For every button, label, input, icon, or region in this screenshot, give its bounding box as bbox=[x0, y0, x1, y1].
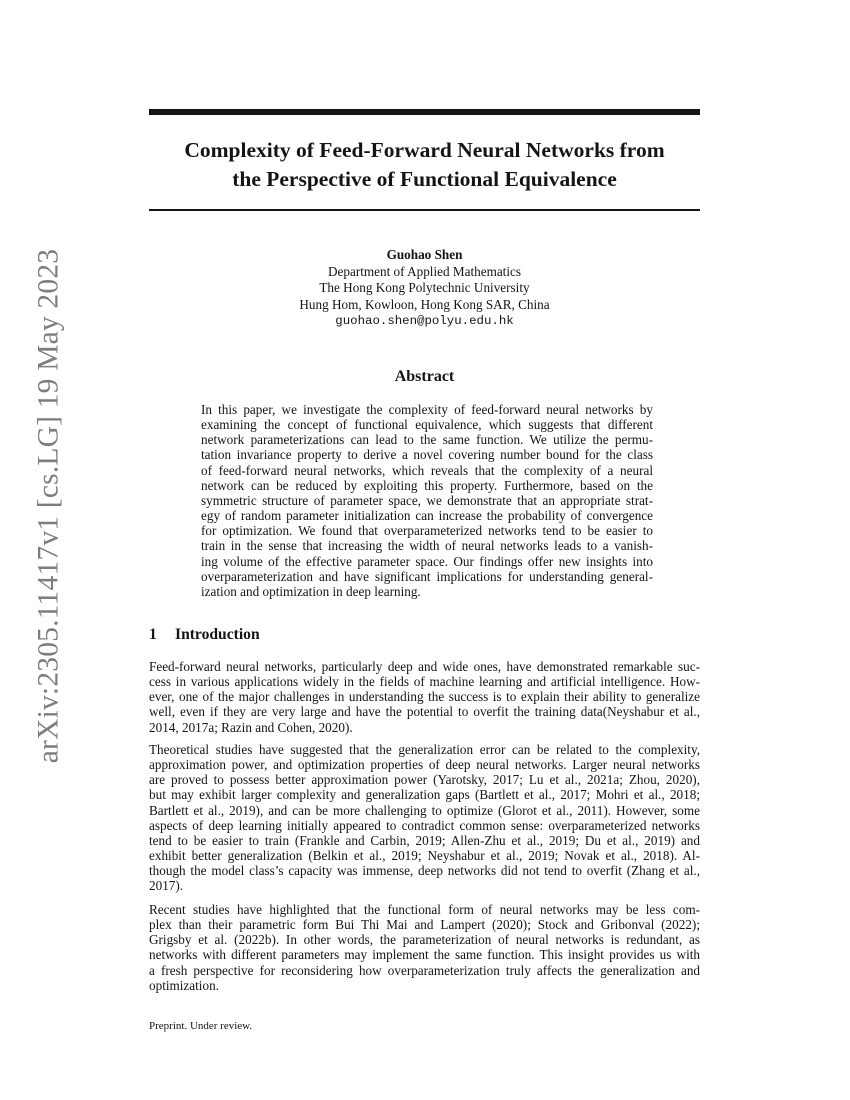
paragraph-line: a fresh perspective for reconsidering how overparameterization truly affects the generalization and bbox=[149, 962, 700, 978]
arxiv-side-identifier bbox=[32, 248, 65, 764]
title-rule-top bbox=[149, 109, 700, 115]
section-title: Introduction bbox=[175, 626, 260, 643]
abstract-line: train in the sense that increasing the width of neural networks leads to a vanish- bbox=[201, 538, 653, 554]
author-name: Guohao Shen bbox=[386, 247, 463, 262]
section-number: 1 bbox=[149, 626, 157, 643]
abstract-line: for optimization. We found that overparameterized networks tend to be easier to bbox=[201, 523, 653, 539]
abstract-heading: Abstract bbox=[394, 368, 455, 385]
paragraph-line: Feed-forward neural networks, particularly deep and wide ones, have demonstrated remarkable suc- bbox=[149, 659, 700, 674]
title-rule-bottom bbox=[149, 209, 700, 211]
abstract-line: In this paper, we investigate the complexity of feed-forward neural networks by bbox=[201, 402, 653, 417]
paragraph-line: 2017). bbox=[149, 878, 184, 894]
abstract-line: network parameterizations can lead to the same function. We utilize the permu- bbox=[201, 432, 653, 448]
abstract-line: network can be reduced by exploiting this property. Furthermore, based on the bbox=[201, 477, 653, 493]
paragraph-line: aspects of deep learning initially appeared to contradict common sense: overparameterized networks bbox=[149, 817, 700, 833]
abstract-body bbox=[201, 402, 653, 599]
paper-title-line: Complexity of Feed-Forward Neural Networks from bbox=[184, 138, 665, 162]
intro-paragraph-3 bbox=[149, 902, 700, 993]
abstract-line: egy of random parameter initialization can increase the probability of convergence bbox=[201, 508, 653, 524]
paper-title bbox=[149, 136, 700, 194]
paragraph-line: Theoretical studies have suggested that the generalization error can be related to the complexity, bbox=[149, 742, 700, 757]
preprint-footer: Preprint. Under review. bbox=[149, 1020, 253, 1032]
paragraph-line: networks with different parameters may implement the same function. This insight provides us with bbox=[149, 947, 700, 963]
abstract-line: examining the concept of functional equivalence, which suggests that different bbox=[201, 417, 653, 433]
paragraph-line: Bartlett et al., 2019), and can be more challenging to optimize (Glorot et al., 2011). However, some bbox=[149, 802, 700, 818]
arxiv-side-identifier-text: arXiv:2305.11417v1 [cs.LG] 19 May 2023 bbox=[32, 248, 65, 764]
paragraph-line: cess in various applications widely in the fields of machine learning and artificial intelligence. How- bbox=[149, 674, 700, 690]
author-email[interactable]: guohao.shen@polyu.edu.hk bbox=[335, 314, 514, 328]
abstract-line: symmetric structure of parameter space, we demonstrate that an appropriate strat- bbox=[201, 492, 653, 508]
paragraph-line: optimization. bbox=[149, 977, 219, 993]
paragraph-line: 2014, 2017a; Razin and Cohen, 2020). bbox=[149, 719, 353, 735]
author-address: Hung Hom, Kowloon, Hong Kong SAR, China bbox=[299, 296, 550, 312]
author-department: Department of Applied Mathematics bbox=[328, 263, 521, 279]
abstract-line: ization and optimization in deep learning. bbox=[201, 583, 421, 599]
paragraph-line: approximation power, and optimization properties of deep neural networks. Larger neural networks bbox=[149, 757, 700, 773]
paragraph-line: tend to be easier to train (Frankle and Carbin, 2019; Allen-Zhu et al., 2019; Du et al., 2019) and bbox=[149, 832, 700, 848]
paragraph-line: ever, one of the major challenges in understanding the success is to explain their ability to generalize bbox=[149, 689, 700, 705]
paper-title-line: the Perspective of Functional Equivalence bbox=[232, 167, 617, 191]
paragraph-line: though the model class’s capacity was immense, deep networks did not tend to overfit (Zhang et al., bbox=[149, 863, 700, 879]
abstract-line: ing volume of the effective parameter space. Our findings offer new insights into bbox=[201, 553, 653, 569]
author-university: The Hong Kong Polytechnic University bbox=[319, 280, 530, 295]
paragraph-line: well, even if they are very large and have the potential to overfit the training data(Neyshabur et al., bbox=[149, 704, 700, 720]
abstract-line: tation invariance property to derive a novel covering number bound for the class bbox=[201, 447, 653, 463]
intro-paragraph-2 bbox=[149, 742, 700, 894]
paragraph-line: exhibit better generalization (Belkin et al., 2019; Neyshabur et al., 2019; Novak et al., 2018). Al- bbox=[149, 848, 700, 864]
intro-paragraph-1 bbox=[149, 659, 700, 735]
paragraph-line: but may exhibit larger complexity and generalization gaps (Bartlett et al., 2017; Mohri et al., 2018; bbox=[149, 787, 700, 803]
paragraph-line: are proved to possess better approximation power (Yarotsky, 2017; Lu et al., 2021a; Zhou, 2020), bbox=[149, 772, 700, 788]
abstract-line: of feed-forward neural networks, which reveals that the complexity of a neural bbox=[201, 462, 653, 478]
paragraph-line: Recent studies have highlighted that the functional form of neural networks may be less com- bbox=[149, 902, 700, 917]
section-heading-introduction bbox=[149, 625, 260, 645]
paragraph-line: Grigsby et al. (2022b). In other words, the parameterization of neural networks is redundant, as bbox=[149, 932, 700, 948]
author-block bbox=[149, 247, 700, 330]
paragraph-line: plex than their parametric form Bui Thi Mai and Lampert (2020); Stock and Gribonval (2022); bbox=[149, 917, 700, 933]
abstract-line: overparameterization and have significant implications for understanding general- bbox=[201, 568, 653, 584]
